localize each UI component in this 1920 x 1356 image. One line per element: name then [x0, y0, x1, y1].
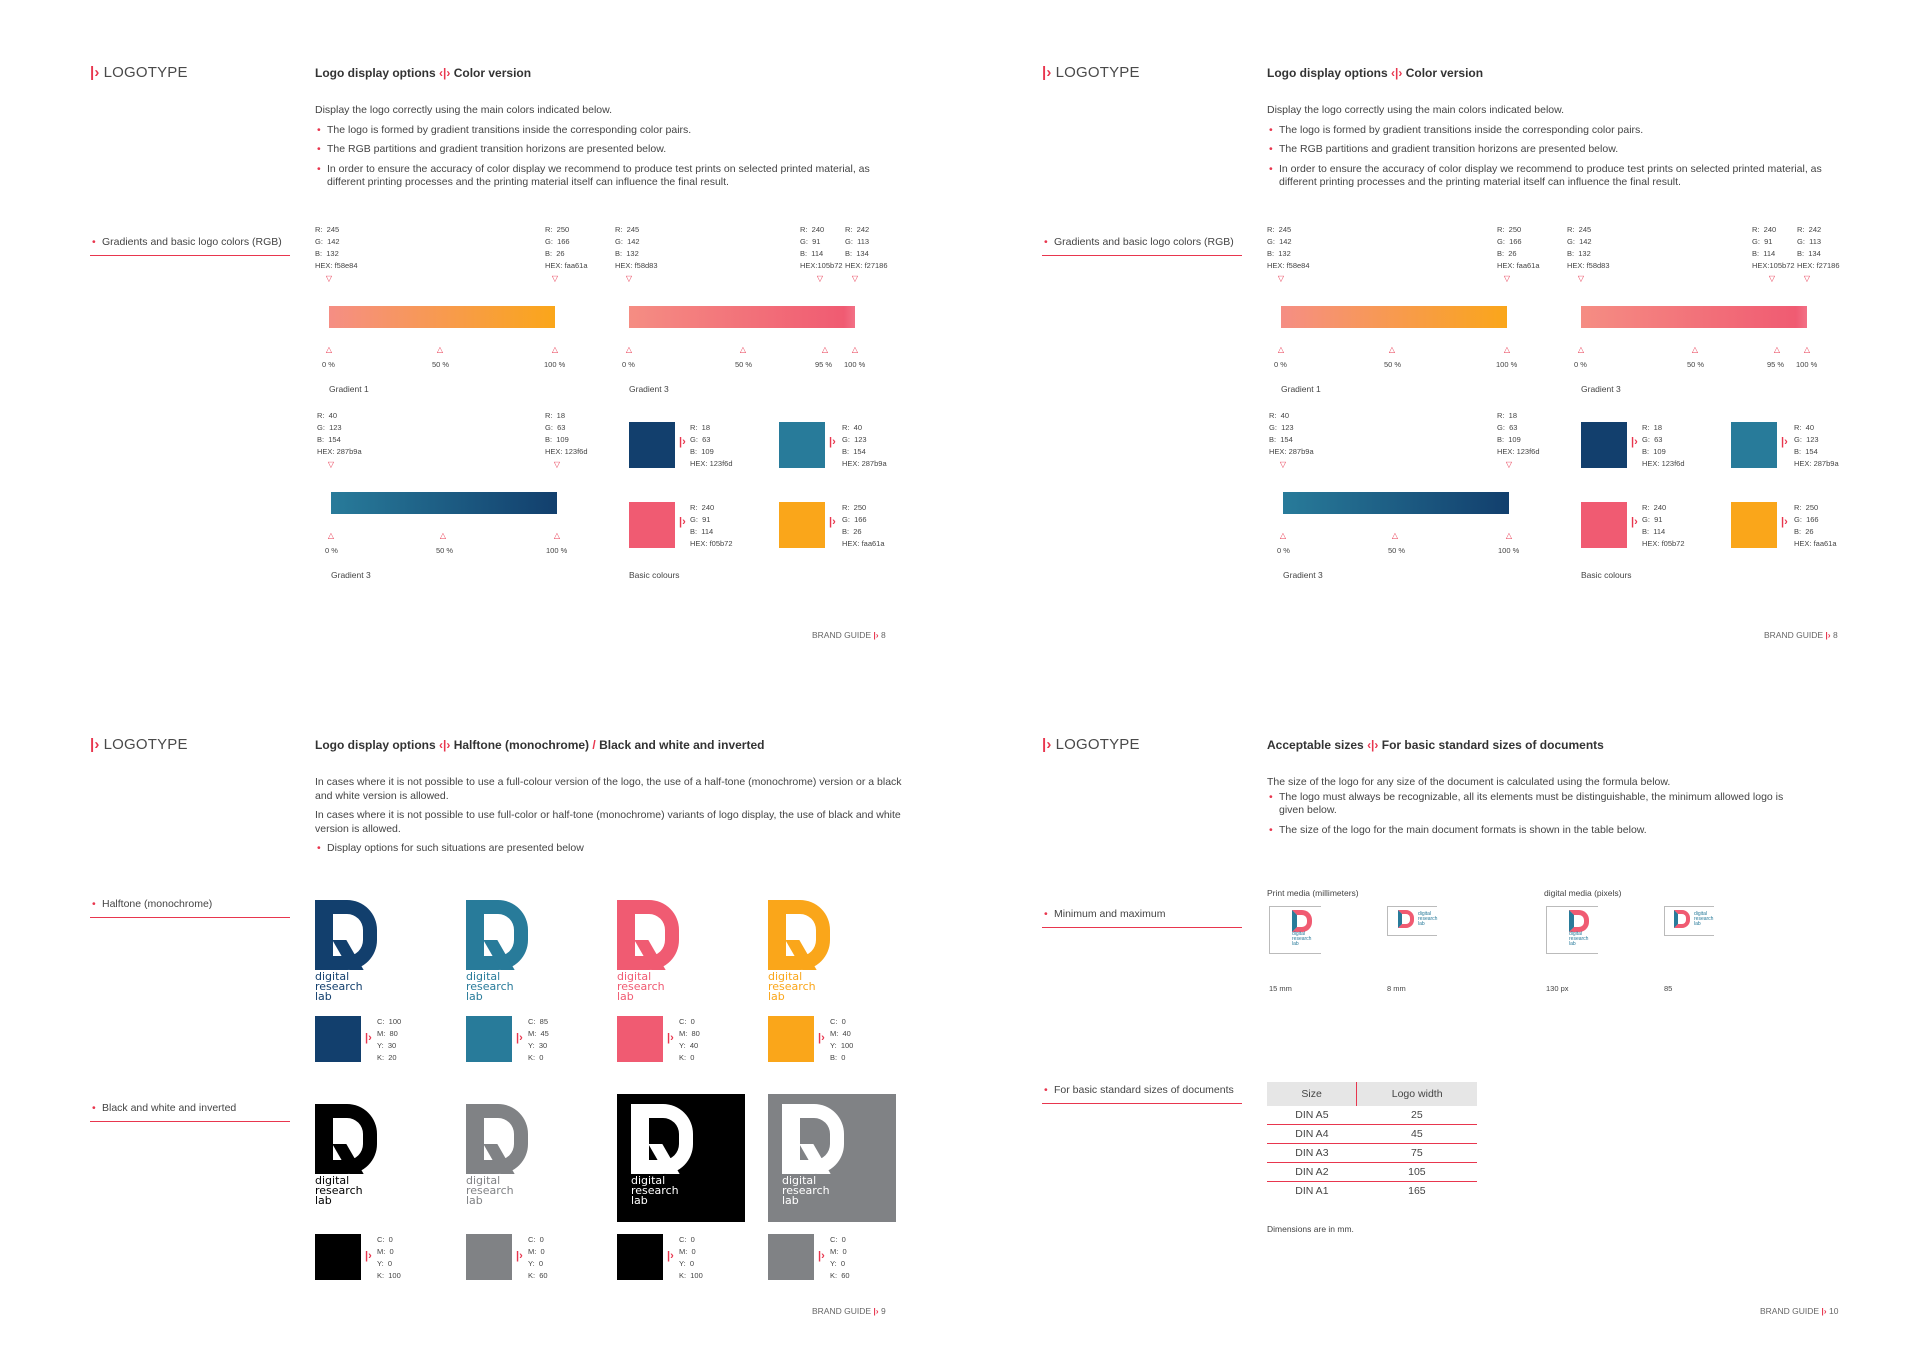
swatch-values: R: 18 G: 63 B: 109 HEX: 123f6d: [1642, 423, 1685, 468]
logo-sample-small-icon: [1674, 910, 1690, 928]
intro-paragraph: In cases where it is not possible to use full-color or half-tone (monochrome) variants of logo display, the use of black and white version is allowed.: [315, 809, 901, 835]
size-label: 15 mm: [1269, 984, 1292, 993]
size-label: 130 px: [1546, 984, 1569, 993]
cmyk-values: C: 0 M: 80 Y: 40 K: 0: [679, 1017, 700, 1062]
gradient2-caption: Gradient 3: [629, 384, 669, 394]
pointer-icon: |›: [818, 1250, 825, 1262]
gradient3-start-values: R: 40 G: 123 B: 154 HEX: 287b9a: [317, 411, 362, 456]
marker-icon: △: [851, 345, 859, 354]
side-label-text: Halftone (monochrome): [102, 898, 213, 910]
swatch-pink: [617, 1016, 663, 1062]
dimensions-note: Dimensions are in mm.: [1267, 1224, 1354, 1234]
swatch-navy: [315, 1016, 361, 1062]
tick-label: 50 %: [432, 360, 450, 369]
page-title: [315, 66, 531, 80]
logo-r-icon: [617, 900, 679, 970]
gradient2-end-values: R: 242 G: 113 B: 134 HEX: f27186: [1797, 225, 1840, 270]
logo-pink: [617, 900, 737, 1010]
intro-bullet: • The RGB partitions and gradient transition horizons are presented below.: [1267, 143, 1857, 157]
side-label-text: Black and white and inverted: [102, 1102, 237, 1114]
table-row: [1267, 1144, 1477, 1163]
marker-icon: △: [327, 531, 335, 540]
side-label-gradients: [1042, 236, 1242, 256]
logo-word: research: [315, 980, 363, 993]
intro-paragraph: The size of the logo for any size of the document is calculated using the formula below.: [1267, 776, 1671, 788]
logo-word: digital: [466, 970, 501, 983]
table-cell: 25: [1357, 1106, 1477, 1125]
tick-label: 100 %: [1498, 546, 1520, 555]
logo-word: lab: [631, 1194, 648, 1207]
intro-bullet: • The size of the logo for the main document formats is shown in the table below.: [1267, 824, 1807, 838]
logo-word: digital: [768, 970, 803, 983]
title-part-b: For basic standard sizes of documents: [1381, 738, 1604, 752]
marker-icon: △: [1503, 345, 1511, 354]
brand-mark-icon: |›: [1042, 64, 1052, 81]
logo-r-icon: [1292, 910, 1312, 932]
basic-colours-caption: Basic colours: [629, 570, 680, 580]
pointer-icon: |›: [365, 1032, 372, 1044]
swatch-grey: [466, 1234, 512, 1280]
section-text: LOGOTYPE: [1055, 736, 1140, 753]
marker-icon: △: [1277, 345, 1285, 354]
intro-bullet: • The logo is formed by gradient transitions inside the corresponding color pairs.: [315, 124, 905, 138]
marker-icon: ▽: [1277, 274, 1285, 283]
footer-label: BRAND GUIDE: [1764, 630, 1824, 640]
marker-icon: △: [1577, 345, 1585, 354]
page-footer: [1760, 1306, 1838, 1316]
marker-icon: △: [436, 345, 444, 354]
side-label-bw: [90, 1102, 290, 1122]
logo-word: research: [1694, 916, 1714, 922]
section-label: [90, 736, 188, 753]
section-text: LOGOTYPE: [1055, 64, 1140, 81]
swatch-values: R: 250 G: 166 B: 26 HEX: faa61a: [842, 503, 885, 548]
tick-label: 100 %: [546, 546, 568, 555]
logo-grey: [466, 1104, 586, 1214]
gradient2-caption: Gradient 3: [1581, 384, 1621, 394]
pointer-icon: |›: [679, 436, 686, 448]
logo-word: digital: [617, 970, 652, 983]
marker-icon: ▽: [553, 460, 561, 469]
table-cell: DIN A3: [1267, 1144, 1357, 1163]
gradient3-end-values: R: 18 G: 63 B: 109 HEX: 123f6d: [545, 411, 588, 456]
marker-icon: △: [553, 531, 561, 540]
pointer-icon: |›: [667, 1250, 674, 1262]
logo-word: lab: [1292, 941, 1299, 947]
logo-word: research: [617, 980, 665, 993]
table-row: [1267, 1182, 1477, 1201]
logo-sample-small-text: [1418, 912, 1437, 927]
title-separator-icon: ‹|›: [1367, 738, 1379, 752]
tick-label: 100 %: [844, 360, 866, 369]
page-number: 8: [881, 630, 886, 640]
table-cell: 165: [1408, 1185, 1426, 1197]
logo-r-icon: [631, 1104, 693, 1174]
table-cell: 105: [1357, 1163, 1477, 1182]
table-cell: DIN A2: [1267, 1163, 1357, 1182]
marker-icon: △: [739, 345, 747, 354]
marker-icon: △: [625, 345, 633, 354]
logo-word: research: [1292, 936, 1312, 942]
gradient3-start-values: R: 40 G: 123 B: 154 HEX: 287b9a: [1269, 411, 1314, 456]
swatch-teal: [779, 422, 825, 468]
intro-paragraph: Display the logo correctly using the main colors indicated below.: [1267, 104, 1565, 116]
swatch-grey: [768, 1234, 814, 1280]
gradient2-mid-values: R: 240 G: 91 B: 114 HEX:105b72: [1752, 225, 1795, 270]
marker-icon: ▽: [1803, 274, 1811, 283]
title-part-a: Logo display options: [1267, 66, 1388, 80]
tick-label: 100 %: [544, 360, 566, 369]
marker-icon: △: [821, 345, 829, 354]
page-title: [1267, 738, 1604, 752]
pointer-icon: |›: [1781, 516, 1788, 528]
marker-icon: ▽: [1577, 274, 1585, 283]
logo-word: digital: [1694, 911, 1708, 917]
intro-bullet: • In order to ensure the accuracy of color display we recommend to produce test prints on selected printed material, as different printing processes and the printing material itself can influence the final result.: [1267, 163, 1857, 190]
pointer-icon: |›: [1631, 516, 1638, 528]
intro-bullet: • Display options for such situations are presented below: [315, 842, 905, 856]
logo-navy: [315, 900, 435, 1010]
swatch-teal: [1731, 422, 1777, 468]
logo-r-icon: [768, 900, 830, 970]
pointer-icon: |›: [1781, 436, 1788, 448]
logo-word: lab: [315, 1194, 332, 1207]
pointer-icon: |›: [667, 1032, 674, 1044]
cmyk-values: C: 0 M: 0 Y: 0 K: 100: [377, 1235, 401, 1280]
tick-label: 0 %: [322, 360, 335, 369]
gradient1-caption: Gradient 1: [329, 384, 369, 394]
tick-label: 0 %: [325, 546, 338, 555]
side-label-text: Gradients and basic logo colors (RGB): [1054, 236, 1234, 248]
gradient1-bar: [1281, 306, 1507, 328]
footer-label: BRAND GUIDE: [812, 1306, 872, 1316]
pointer-icon: |›: [829, 436, 836, 448]
section-text: LOGOTYPE: [103, 736, 188, 753]
page-title: [315, 738, 764, 752]
page-number: 9: [881, 1306, 886, 1316]
section-label: [1042, 736, 1140, 753]
logo-word: research: [631, 1184, 679, 1197]
logo-word: digital: [782, 1174, 817, 1187]
gradient2-bar: [629, 306, 855, 328]
pointer-icon: |›: [679, 516, 686, 528]
logo-word: research: [315, 1184, 363, 1197]
intro-paragraph: Display the logo correctly using the main colors indicated below.: [315, 104, 613, 116]
side-label-text: For basic standard sizes of documents: [1054, 1084, 1234, 1096]
title-separator-icon: ‹|›: [439, 738, 451, 752]
marker-icon: ▽: [327, 460, 335, 469]
gradient1-end-values: R: 250 G: 166 B: 26 HEX: faa61a: [545, 225, 588, 270]
tick-label: 0 %: [1274, 360, 1287, 369]
digital-media-label: digital media (pixels): [1544, 888, 1622, 898]
size-label: 85: [1664, 984, 1673, 993]
cmyk-values: C: 0 M: 0 Y: 0 K: 60: [528, 1235, 548, 1280]
swatch-values: R: 240 G: 91 B: 114 HEX: f05b72: [690, 503, 733, 548]
swatch-values: R: 250 G: 166 B: 26 HEX: faa61a: [1794, 503, 1837, 548]
logo-word: lab: [1694, 921, 1701, 927]
intro-paragraph: In cases where it is not possible to use a full-colour version of the logo, the use of a half-tone (monochrome) version or a black and white version is allowed.: [315, 776, 902, 802]
gradient1-bar: [329, 306, 555, 328]
side-label-text: Minimum and maximum: [1054, 908, 1166, 920]
pointer-icon: |›: [516, 1250, 523, 1262]
marker-icon: ▽: [851, 274, 859, 283]
table-row: [1267, 1163, 1477, 1182]
swatch-orange: [1731, 502, 1777, 548]
title-part-b: Color version: [453, 66, 532, 80]
side-label-halftone: [90, 898, 290, 918]
tick-label: 95 %: [815, 360, 833, 369]
title-part-a: Logo display options: [315, 66, 436, 80]
logo-word: research: [466, 1184, 514, 1197]
title-part-c: Black and white and inverted: [599, 738, 765, 752]
logo-r-icon: [782, 1104, 844, 1174]
marker-icon: △: [1279, 531, 1287, 540]
gradient3-end-values: R: 18 G: 63 B: 109 HEX: 123f6d: [1497, 411, 1540, 456]
gradient3-bar: [1283, 492, 1509, 514]
table-cell: DIN A5: [1267, 1106, 1357, 1125]
logo-word: digital: [1292, 931, 1306, 937]
page-number: 8: [1833, 630, 1838, 640]
swatch-black: [315, 1234, 361, 1280]
pointer-icon: |›: [365, 1250, 372, 1262]
table-cell: DIN A1: [1295, 1185, 1329, 1197]
sizes-table: [1267, 1082, 1477, 1200]
table-header-row: [1267, 1082, 1477, 1106]
brand-mark-icon: |›: [873, 630, 879, 640]
logo-word: digital: [466, 1174, 501, 1187]
pointer-icon: |›: [1631, 436, 1638, 448]
marker-icon: △: [1803, 345, 1811, 354]
swatch-values: R: 40 G: 123 B: 154 HEX: 287b9a: [1794, 423, 1839, 468]
marker-icon: △: [551, 345, 559, 354]
logo-teal: [466, 900, 586, 1010]
logo-word: lab: [1569, 941, 1576, 947]
marker-icon: ▽: [1768, 274, 1776, 283]
title-part-a: Logo display options: [315, 738, 436, 752]
side-label-gradients: [90, 236, 290, 256]
tick-label: 0 %: [1574, 360, 1587, 369]
gradient3-bar: [331, 492, 557, 514]
brand-mark-icon: |›: [1042, 736, 1052, 753]
side-label-minmax: [1042, 908, 1242, 928]
swatch-teal: [466, 1016, 512, 1062]
tick-label: 50 %: [735, 360, 753, 369]
marker-icon: △: [1388, 345, 1396, 354]
tick-label: 100 %: [1796, 360, 1818, 369]
gradient2-bar: [1581, 306, 1807, 328]
title-separator-icon: ‹|›: [439, 66, 451, 80]
page-footer: [1764, 630, 1838, 640]
logo-word: lab: [617, 990, 634, 1003]
logo-word: research: [768, 980, 816, 993]
logo-word: research: [1418, 916, 1438, 922]
page-acceptable-sizes: [952, 672, 1912, 1350]
logo-black: [315, 1104, 435, 1214]
basic-colours-caption: Basic colours: [1581, 570, 1632, 580]
side-label-standard: [1042, 1084, 1242, 1104]
logo-word: digital: [315, 1174, 350, 1187]
page-color-version-1: [0, 0, 960, 678]
logo-r-icon: [1569, 910, 1589, 932]
title-part-b: Halftone (monochrome): [453, 738, 590, 752]
intro-bullet: • The RGB partitions and gradient transition horizons are presented below.: [315, 143, 905, 157]
cmyk-values: C: 85 M: 45 Y: 30 K: 0: [528, 1017, 549, 1062]
tick-label: 50 %: [1384, 360, 1402, 369]
gradient1-end-values: R: 250 G: 166 B: 26 HEX: faa61a: [1497, 225, 1540, 270]
table-row: [1267, 1106, 1477, 1125]
swatch-orange: [768, 1016, 814, 1062]
tick-label: 50 %: [1388, 546, 1406, 555]
gradient3-caption: Gradient 3: [331, 570, 371, 580]
page-title: [1267, 66, 1483, 80]
section-text: LOGOTYPE: [103, 64, 188, 81]
logo-word: lab: [782, 1194, 799, 1207]
page-halftone: [0, 672, 960, 1350]
table-cell: 45: [1357, 1125, 1477, 1144]
marker-icon: ▽: [551, 274, 559, 283]
gradient2-start-values: R: 245 G: 142 B: 132 HEX: f58d83: [1567, 225, 1610, 270]
page-footer: [812, 630, 886, 640]
tick-label: 50 %: [436, 546, 454, 555]
logo-word: research: [466, 980, 514, 993]
logo-word: lab: [315, 990, 332, 1003]
swatch-values: R: 40 G: 123 B: 154 HEX: 287b9a: [842, 423, 887, 468]
logo-sample-large: [1292, 910, 1320, 947]
marker-icon: ▽: [1503, 274, 1511, 283]
marker-icon: ▽: [1279, 460, 1287, 469]
logo-word: research: [782, 1184, 830, 1197]
logo-word: lab: [1418, 921, 1425, 927]
swatch-pink: [629, 502, 675, 548]
intro-bullet: • The logo must always be recognizable, all its elements must be distinguishable, the minimum allowed logo is given below.: [1267, 791, 1807, 818]
gradient2-end-values: R: 242 G: 113 B: 134 HEX: f27186: [845, 225, 888, 270]
gradient1-start-values: R: 245 G: 142 B: 132 HEX: f58e84: [1267, 225, 1310, 270]
table-cell: 75: [1357, 1144, 1477, 1163]
gradient1-caption: Gradient 1: [1281, 384, 1321, 394]
marker-icon: ▽: [816, 274, 824, 283]
pointer-icon: |›: [516, 1032, 523, 1044]
table-header: Size: [1267, 1082, 1357, 1106]
tick-label: 0 %: [622, 360, 635, 369]
swatch-pink: [1581, 502, 1627, 548]
logo-word: digital: [631, 1174, 666, 1187]
footer-label: BRAND GUIDE: [1760, 1306, 1820, 1316]
marker-icon: △: [325, 345, 333, 354]
swatch-navy: [629, 422, 675, 468]
print-media-label: Print media (millimeters): [1267, 888, 1359, 898]
gradient2-start-values: R: 245 G: 142 B: 132 HEX: f58d83: [615, 225, 658, 270]
table-header: Logo width: [1357, 1082, 1477, 1106]
footer-label: BRAND GUIDE: [812, 630, 872, 640]
marker-icon: △: [1773, 345, 1781, 354]
tick-label: 50 %: [1687, 360, 1705, 369]
page-color-version-2: [952, 0, 1912, 678]
title-slash: /: [592, 738, 596, 752]
intro-bullet: • The logo is formed by gradient transitions inside the corresponding color pairs.: [1267, 124, 1857, 138]
marker-icon: △: [439, 531, 447, 540]
logo-r-icon: [466, 1104, 528, 1174]
intro-text: [315, 776, 905, 862]
intro-text: [1267, 776, 1807, 843]
intro-bullet: • In order to ensure the accuracy of color display we recommend to produce test prints on selected printed material, as different printing processes and the printing material itself can influence the final result.: [315, 163, 905, 190]
pointer-icon: |›: [818, 1032, 825, 1044]
swatch-orange: [779, 502, 825, 548]
marker-icon: ▽: [625, 274, 633, 283]
brand-mark-icon: |›: [1825, 630, 1831, 640]
logo-r-icon: [315, 900, 377, 970]
marker-icon: △: [1391, 531, 1399, 540]
logo-r-icon: [315, 1104, 377, 1174]
logo-orange: [768, 900, 888, 1010]
logo-sample-small-icon: [1398, 910, 1414, 928]
brand-mark-icon: |›: [1821, 1306, 1827, 1316]
brand-mark-icon: |›: [90, 736, 100, 753]
logo-word: digital: [315, 970, 350, 983]
logo-word: research: [1569, 936, 1589, 942]
logo-word: lab: [466, 1194, 483, 1207]
cmyk-values: C: 0 M: 0 Y: 0 K: 60: [830, 1235, 850, 1280]
section-label: [1042, 64, 1140, 81]
logo-r-icon: [466, 900, 528, 970]
tick-label: 100 %: [1496, 360, 1518, 369]
logo-word: lab: [768, 990, 785, 1003]
brand-mark-icon: |›: [90, 64, 100, 81]
swatch-navy: [1581, 422, 1627, 468]
logo-word: digital: [1569, 931, 1583, 937]
logo-word: lab: [466, 990, 483, 1003]
page-number: 10: [1829, 1306, 1839, 1316]
cmyk-values: C: 100 M: 80 Y: 30 K: 20: [377, 1017, 402, 1062]
swatch-black: [617, 1234, 663, 1280]
logo-word: digital: [1418, 911, 1432, 917]
table-row: [1267, 1125, 1477, 1144]
tick-label: 95 %: [1767, 360, 1785, 369]
logo-inverted-grey: [768, 1094, 896, 1222]
swatch-values: R: 18 G: 63 B: 109 HEX: 123f6d: [690, 423, 733, 468]
logo-inverted-black: [617, 1094, 745, 1222]
pointer-icon: |›: [829, 516, 836, 528]
side-label-text: Gradients and basic logo colors (RGB): [102, 236, 282, 248]
marker-icon: ▽: [325, 274, 333, 283]
cmyk-values: C: 0 M: 40 Y: 100 B: 0: [830, 1017, 854, 1062]
marker-icon: △: [1505, 531, 1513, 540]
intro-text: [315, 104, 905, 196]
size-label: 8 mm: [1387, 984, 1406, 993]
title-part-b: Color version: [1405, 66, 1484, 80]
swatch-values: R: 240 G: 91 B: 114 HEX: f05b72: [1642, 503, 1685, 548]
page-footer: [812, 1306, 886, 1316]
table-cell: DIN A4: [1267, 1125, 1357, 1144]
marker-icon: △: [1691, 345, 1699, 354]
cmyk-values: C: 0 M: 0 Y: 0 K: 100: [679, 1235, 703, 1280]
title-separator-icon: ‹|›: [1391, 66, 1403, 80]
gradient3-caption: Gradient 3: [1283, 570, 1323, 580]
logo-sample-small-text: [1694, 912, 1713, 927]
brand-mark-icon: |›: [873, 1306, 879, 1316]
tick-label: 0 %: [1277, 546, 1290, 555]
title-part-a: Acceptable sizes: [1267, 738, 1364, 752]
gradient2-mid-values: R: 240 G: 91 B: 114 HEX:105b72: [800, 225, 843, 270]
gradient1-start-values: R: 245 G: 142 B: 132 HEX: f58e84: [315, 225, 358, 270]
marker-icon: ▽: [1505, 460, 1513, 469]
section-label: [90, 64, 188, 81]
logo-sample-large: [1569, 910, 1597, 947]
intro-text: [1267, 104, 1857, 196]
